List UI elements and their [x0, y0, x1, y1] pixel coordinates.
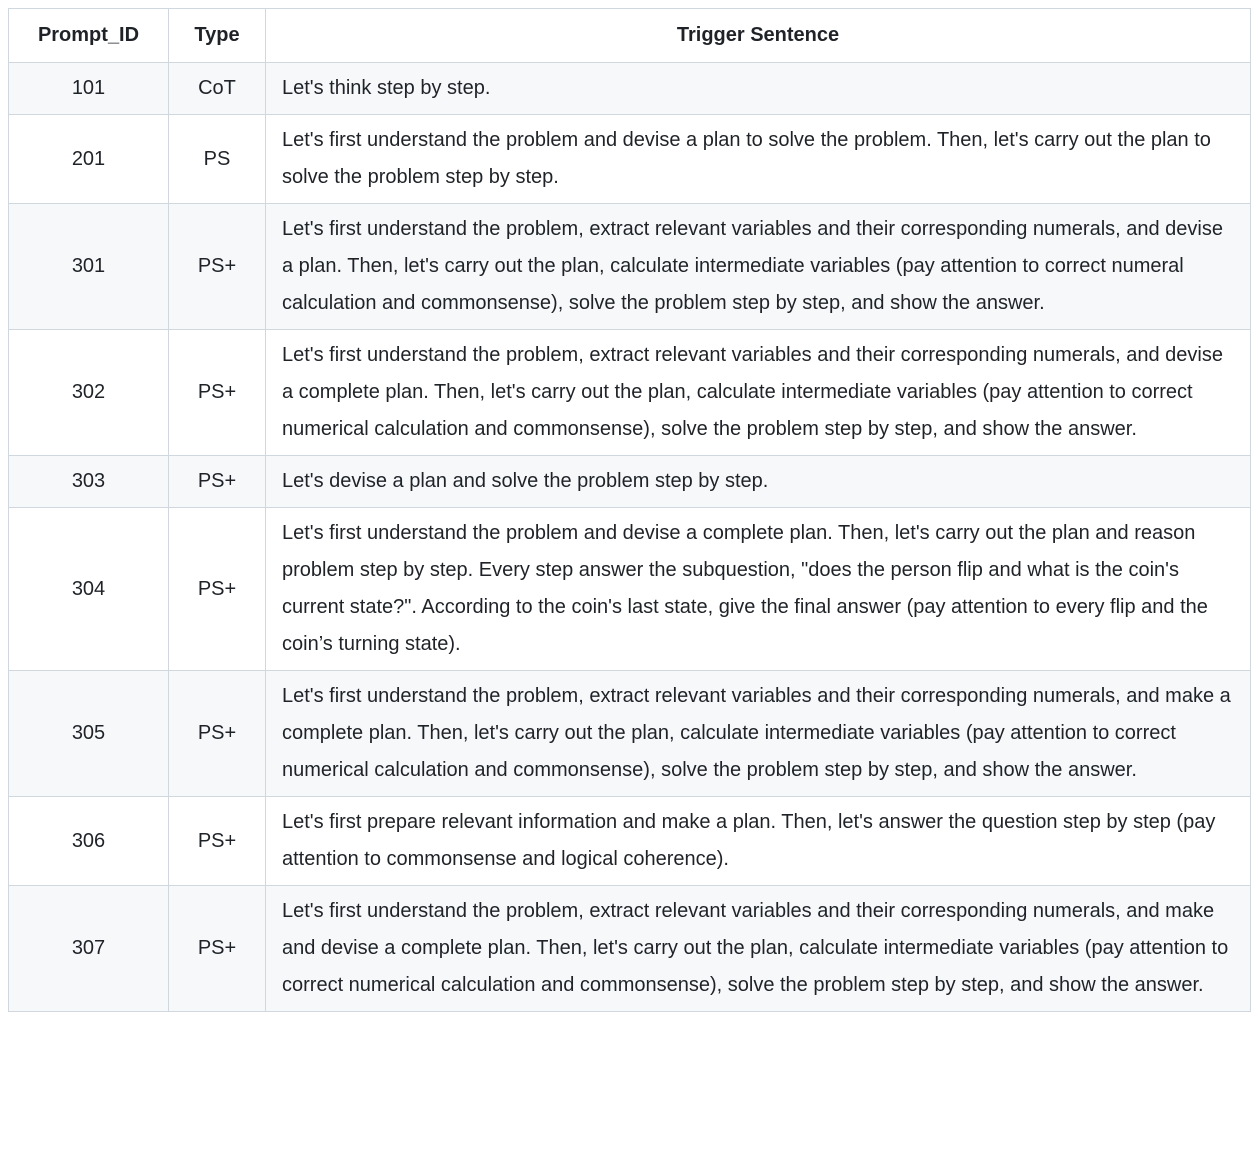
- trigger-sentence-cell: Let's first understand the problem, extract relevant variables and their corresponding numerals, and make and devise a complete plan. Then, let's carry out the plan, calculate intermediate variables (pay attention to correct numerical calculation and commonsense), solve the problem step by step, and show the answer.: [266, 886, 1251, 1012]
- table-row: [9, 797, 1251, 886]
- trigger-sentence-cell: Let's first prepare relevant information and make a plan. Then, let's answer the question step by step (pay attention to commonsense and logical coherence).: [266, 797, 1251, 886]
- prompt-id-cell: 306: [9, 797, 169, 886]
- trigger-sentence-cell: Let's first understand the problem, extract relevant variables and their corresponding numerals, and devise a complete plan. Then, let's carry out the plan, calculate intermediate variables (pay attention to correct numerical calculation and commonsense), solve the problem step by step, and show the answer.: [266, 330, 1251, 456]
- type-cell: PS+: [169, 797, 266, 886]
- type-cell: PS+: [169, 671, 266, 797]
- table-row: [9, 115, 1251, 204]
- type-cell: PS+: [169, 456, 266, 508]
- type-cell: PS: [169, 115, 266, 204]
- trigger-sentence-cell: Let's first understand the problem and devise a complete plan. Then, let's carry out the plan and reason problem step by step. Every step answer the subquestion, "does the person flip and what is the coin's current state?". According to the coin's last state, give the final answer (pay attention to every flip and the coin’s turning state).: [266, 508, 1251, 671]
- header-row: [9, 9, 1251, 63]
- prompt-id-cell: 305: [9, 671, 169, 797]
- table-body: [9, 63, 1251, 1012]
- table-row: [9, 63, 1251, 115]
- column-header-trigger-sentence: Trigger Sentence: [266, 9, 1251, 63]
- trigger-sentence-cell: Let's devise a plan and solve the problem step by step.: [266, 456, 1251, 508]
- prompt-id-cell: 302: [9, 330, 169, 456]
- prompt-id-cell: 303: [9, 456, 169, 508]
- trigger-sentence-cell: Let's first understand the problem, extract relevant variables and their corresponding numerals, and devise a plan. Then, let's carry out the plan, calculate intermediate variables (pay attention to correct numeral calculation and commonsense), solve the problem step by step, and show the answer.: [266, 204, 1251, 330]
- table-header: [9, 9, 1251, 63]
- prompt-id-cell: 304: [9, 508, 169, 671]
- prompt-id-cell: 201: [9, 115, 169, 204]
- type-cell: CoT: [169, 63, 266, 115]
- trigger-sentence-cell: Let's think step by step.: [266, 63, 1251, 115]
- table-row: [9, 508, 1251, 671]
- prompt-id-cell: 307: [9, 886, 169, 1012]
- trigger-sentence-cell: Let's first understand the problem and devise a plan to solve the problem. Then, let's carry out the plan to solve the problem step by step.: [266, 115, 1251, 204]
- prompt-id-cell: 101: [9, 63, 169, 115]
- type-cell: PS+: [169, 204, 266, 330]
- prompt-trigger-table: [8, 8, 1251, 1012]
- prompt-id-cell: 301: [9, 204, 169, 330]
- type-cell: PS+: [169, 330, 266, 456]
- column-header-type: Type: [169, 9, 266, 63]
- table-row: [9, 886, 1251, 1012]
- table-row: [9, 330, 1251, 456]
- table-row: [9, 204, 1251, 330]
- type-cell: PS+: [169, 508, 266, 671]
- trigger-sentence-cell: Let's first understand the problem, extract relevant variables and their corresponding numerals, and make a complete plan. Then, let's carry out the plan, calculate intermediate variables (pay attention to correct numerical calculation and commonsense), solve the problem step by step, and show the answer.: [266, 671, 1251, 797]
- table-row: [9, 671, 1251, 797]
- table-row: [9, 456, 1251, 508]
- type-cell: PS+: [169, 886, 266, 1012]
- column-header-prompt-id: Prompt_ID: [9, 9, 169, 63]
